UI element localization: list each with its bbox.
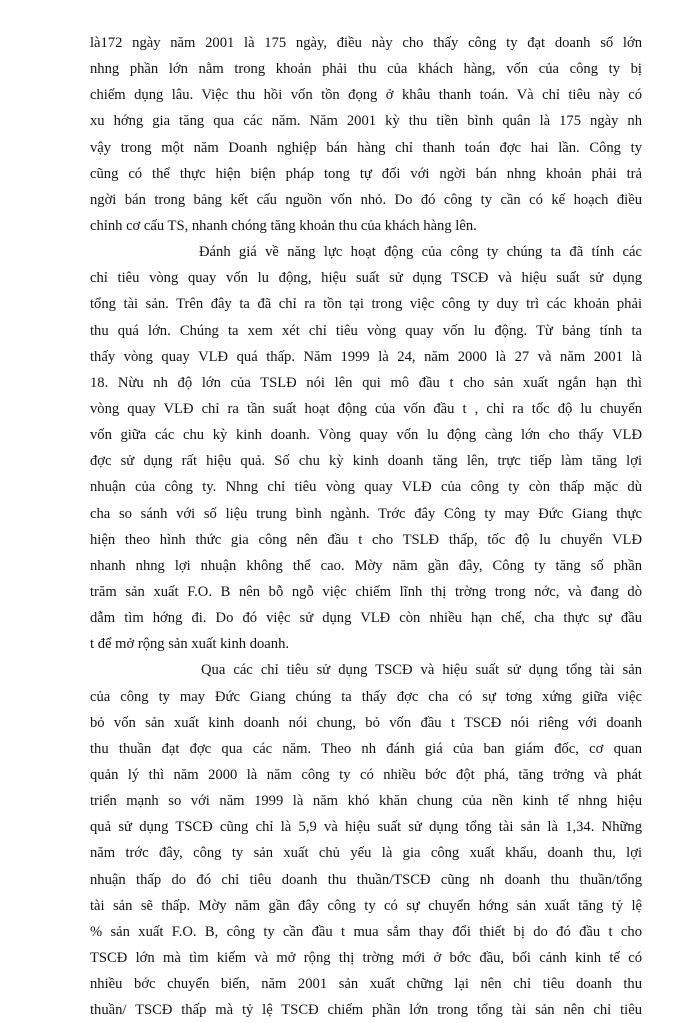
text-line: trăm sản xuất F.O. B nên bỗ ngỗ việc chiếm lĩnh thị trờng trong nớc, và đang dò	[90, 583, 642, 600]
text-line: thấy vòng quay VLĐ quá thấp. Năm 1999 là 24, năm 2000 là 27 và năm 2001 là	[90, 348, 642, 365]
text-line: thu quá lớn. Chúng ta xem xét chỉ tiêu vòng quay vốn lu động. Từ bảng tính ta	[90, 322, 642, 339]
text-line: là172 ngày năm 2001 là 175 ngày, điều này cho thấy công ty đạt doanh số lớn	[90, 35, 642, 51]
text-line: thuần/ TSCĐ thấp mà tỷ lệ TSCĐ chiếm phần lớn trong tổng tài sản nên chỉ tiêu	[90, 1002, 642, 1019]
text-line: vòng quay VLĐ chỉ ra tần suất hoạt động của vốn đầu t , chỉ ra tốc độ lu chuyển	[90, 400, 642, 417]
text-line: dẫm tìm hớng đi. Do đó việc sử dụng VLĐ còn nhiều hạn chế, cha thực sự đầu	[90, 610, 642, 627]
text-line: % sản xuất F.O. B, công ty cần đầu t mua sắm thay đổi thiết bị do đó đầu t cho	[90, 923, 642, 940]
text-line: vậy trong một năm Doanh nghiệp bán hàng chỉ thanh toán đợc hai lần. Công ty	[90, 139, 642, 156]
text-line: của công ty may Đức Giang chúng ta thấy đợc cha có sự tơng xứng giữa việc	[90, 688, 642, 705]
text-line: quản lý thì năm 2000 là năm công ty có nhiều bớc đột phá, tăng trởng và phát	[90, 766, 642, 783]
text-line: t để mở rộng sản xuất kinh doanh.	[90, 636, 290, 653]
text-line: xu hớng gia tăng qua các năm. Năm 2001 kỳ thu tiền bình quân là 175 ngày nh	[90, 113, 642, 130]
text-line: chỉ tiêu vòng quay vốn lu động, hiệu suất sử dụng TSCĐ và hiệu suất sử dụng	[90, 270, 642, 287]
text-line: cũng có thể thực hiện biện pháp tong tự đối với ngời bán nhng khoản phải trả	[90, 165, 642, 182]
text-line: thu thuần đạt đợc qua các năm. Theo nh đánh giá của ban giám đốc, cơ quan	[90, 740, 642, 757]
text-line: quả sử dụng TSCĐ cũng chỉ là 5,9 và hiệu suất sử dụng tổng tài sản là 1,34. Những	[90, 819, 642, 836]
text-line: nhuận của công ty. Nhng chỉ tiêu vòng quay VLĐ của công ty còn thấp mặc dù	[90, 479, 642, 496]
text-line: bỏ vốn sản xuất kinh doanh nói chung, bỏ vốn đầu t TSCĐ nói riêng với doanh	[90, 714, 642, 731]
text-line: triển mạnh so với năm 1999 là năm khó khăn chung của nền kinh tế nhng hiệu	[90, 793, 642, 810]
text-line: hiện theo hình thức gia công nên đầu t cho TSLĐ thấp, tốc độ lu chuyển VLĐ	[90, 531, 642, 548]
text-line: chỉnh cơ cấu TS, nhanh chóng tăng khoản thu của khách hàng lên.	[90, 217, 477, 234]
text-line: năm trớc đây, công ty sản xuất chủ yếu là gia công xuất khẩu, doanh thu, lợi	[90, 845, 642, 862]
text-line: tài sản sẽ thấp. Mờy năm gần đây công ty có sự chuyển hớng sản xuất tăng tỷ lệ	[90, 897, 642, 914]
text-line: cha so sánh với số liệu trung bình ngành. Trớc đây Công ty may Đức Giang thực	[90, 505, 642, 522]
text-line: TSCĐ lớn mà tìm kiếm và mở rộng thị trờng mới ở bớc đầu, bối cảnh kinh tế có	[90, 949, 642, 966]
text-line: chiếm dụng lâu. Việc thu hồi vốn tồn đọng ở khâu thanh toán. Và chỉ tiêu này có	[90, 87, 642, 104]
text-line: tổng tài sản. Trên đây ta đã chỉ ra tồn tại trong việc công ty duy trì các khoản phải	[90, 296, 642, 313]
text-line: nhiều bớc chuyển biến, năm 2001 sản xuất chững lại nên chỉ tiêu doanh thu	[90, 976, 642, 993]
text-line: Đánh giá về năng lực hoạt động của công ty chúng ta đã tính các	[199, 244, 642, 261]
paragraph-2	[90, 239, 642, 657]
text-line: ngời bán trong bảng kết cấu nguồn vốn nhỏ. Do đó công ty cần có kế hoạch điều	[90, 191, 642, 208]
text-line: vốn giữa các chu kỳ kinh doanh. Vòng quay vốn lu động càng lớn cho thấy VLĐ	[90, 427, 642, 444]
text-line: nhuận thấp do đó chỉ tiêu doanh thu thuần/TSCĐ cũng nh doanh thu thuần/tổng	[90, 871, 642, 888]
text-line: 18. Nừu nh độ lớn của TSLĐ nói lên qui mô đầu t cho sản xuất ngắn hạn thì	[90, 374, 642, 391]
paragraph-1	[90, 30, 642, 239]
text-line: Qua các chỉ tiêu sử dụng TSCĐ và hiệu suất sử dụng tổng tài sản	[201, 662, 642, 679]
paragraph-3	[90, 657, 642, 1023]
text-line: nhanh nhng lợi nhuận không thể cao. Mờy năm gần đây, Công ty tăng số phần	[90, 557, 642, 574]
text-line: đợc sử dụng rất hiệu quả. Số chu kỳ kinh doanh tăng lên, trực tiếp làm tăng lợi	[90, 453, 642, 470]
text-line: nhng phần lớn nằm trong khoản phải thu của khách hàng, vốn của công ty bị	[90, 61, 642, 78]
